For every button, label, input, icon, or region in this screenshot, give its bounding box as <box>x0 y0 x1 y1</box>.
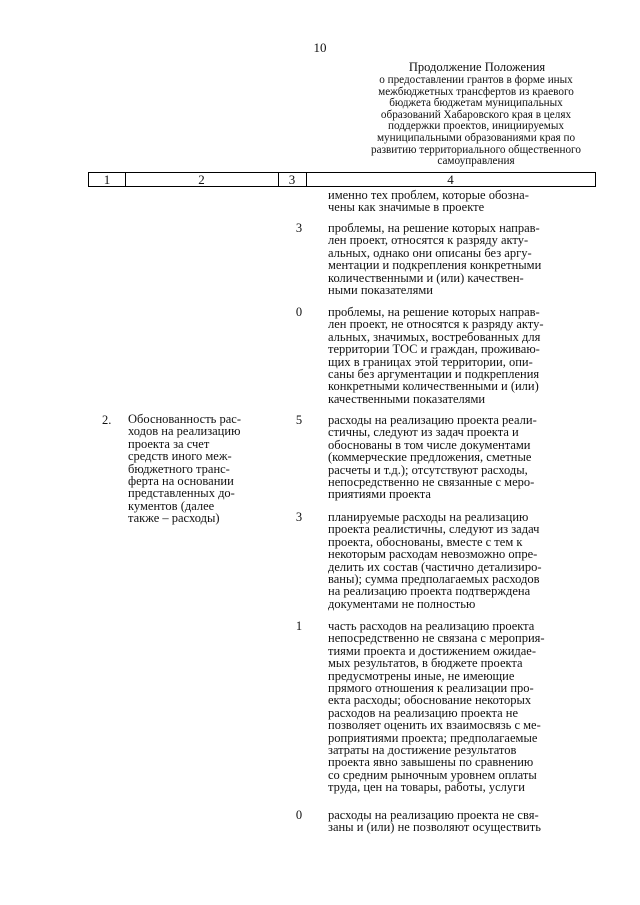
table-column-header <box>88 172 596 187</box>
header-subtitle: о предоставлении грантов в форме иных межбюджетных трансфертов из краевого бюджета бюджетам муниципальных образований Хабаровского края в целях поддержки проектов, инициируемых муниципальными образованиями края по развитию территориального общественного самоуправления <box>371 74 581 168</box>
row-description: планируемые расходы на реализацию проекта реалистичны, следуют из задач проекта, обоснованы, вместе с тем к некоторым расходам невозможно опре- делить их состав (частично детализиро- ваны); сумма предполагаемых расходов на реализацию проекта подтверждена документами не полностью <box>328 510 542 611</box>
row-description: расходы на реализацию проекта не свя- заны и (или) не позволяют осуществить <box>328 808 541 835</box>
column-header-2: 2 <box>125 173 279 186</box>
page-number: 10 <box>313 40 327 55</box>
header-title: Продолжение Положения <box>408 60 546 74</box>
row-description: расходы на реализацию проекта реали- стичны, следуют из задач проекта и обоснованы в том числе документами (коммерческие предложения, сметные расчеты и т.д.); отсутствуют расходы, непосредственно не связанные с меро- приятиями проекта <box>328 413 537 502</box>
row-score: 3 <box>295 510 303 524</box>
row-description: проблемы, на решение которых направ- лен проект, не относятся к разряду акту- альных, значимых, востребованных для территории ТОС и граждан, проживаю- щих в границах этой территории, опи- саны без аргументации и подкрепления конкретными количественными и (или) качественными показателями <box>328 305 544 406</box>
column-header-3: 3 <box>278 173 307 186</box>
row-score: 3 <box>295 221 303 235</box>
row-score: 0 <box>295 808 303 822</box>
row-score: 1 <box>295 619 303 633</box>
row-description: проблемы, на решение которых направ- лен проект, относятся к разряду акту- альных, однако они описаны без аргу- ментации и подкрепления конкретными количественными и (или) качествен- ными показателями <box>328 221 542 298</box>
row-score: 5 <box>295 413 303 427</box>
criterion-text: Обоснованность рас- ходов на реализацию проекта за счет средств иного меж- бюджетного транс- ферта на основании представленных до- кументов (далее также – расходы) <box>128 412 242 526</box>
column-header-1: 1 <box>89 173 126 186</box>
row-description: часть расходов на реализацию проекта непосредственно не связана с мероприя- тиями проекта и достижением ожидае- мых результатов, в бюджете проекта предусмотрены иные, не имеющие прямого отношения к реализации про- екта расходы; обоснование некоторых расходов на реализацию проекта не позволяет оценить их взаимосвязь с ме- роприятиями проекта; предполагаемые затраты на достижение результатов проекта явно завышены по сравнению со средним рыночным уровнем оплаты труда, цен на товары, работы, услуги <box>328 619 545 795</box>
column-header-4: 4 <box>447 172 454 187</box>
criterion-number: 2. <box>102 413 112 427</box>
row-description: именно тех проблем, которые обозна- чены как значимые в проекте <box>328 188 529 215</box>
row-score: 0 <box>295 305 303 319</box>
